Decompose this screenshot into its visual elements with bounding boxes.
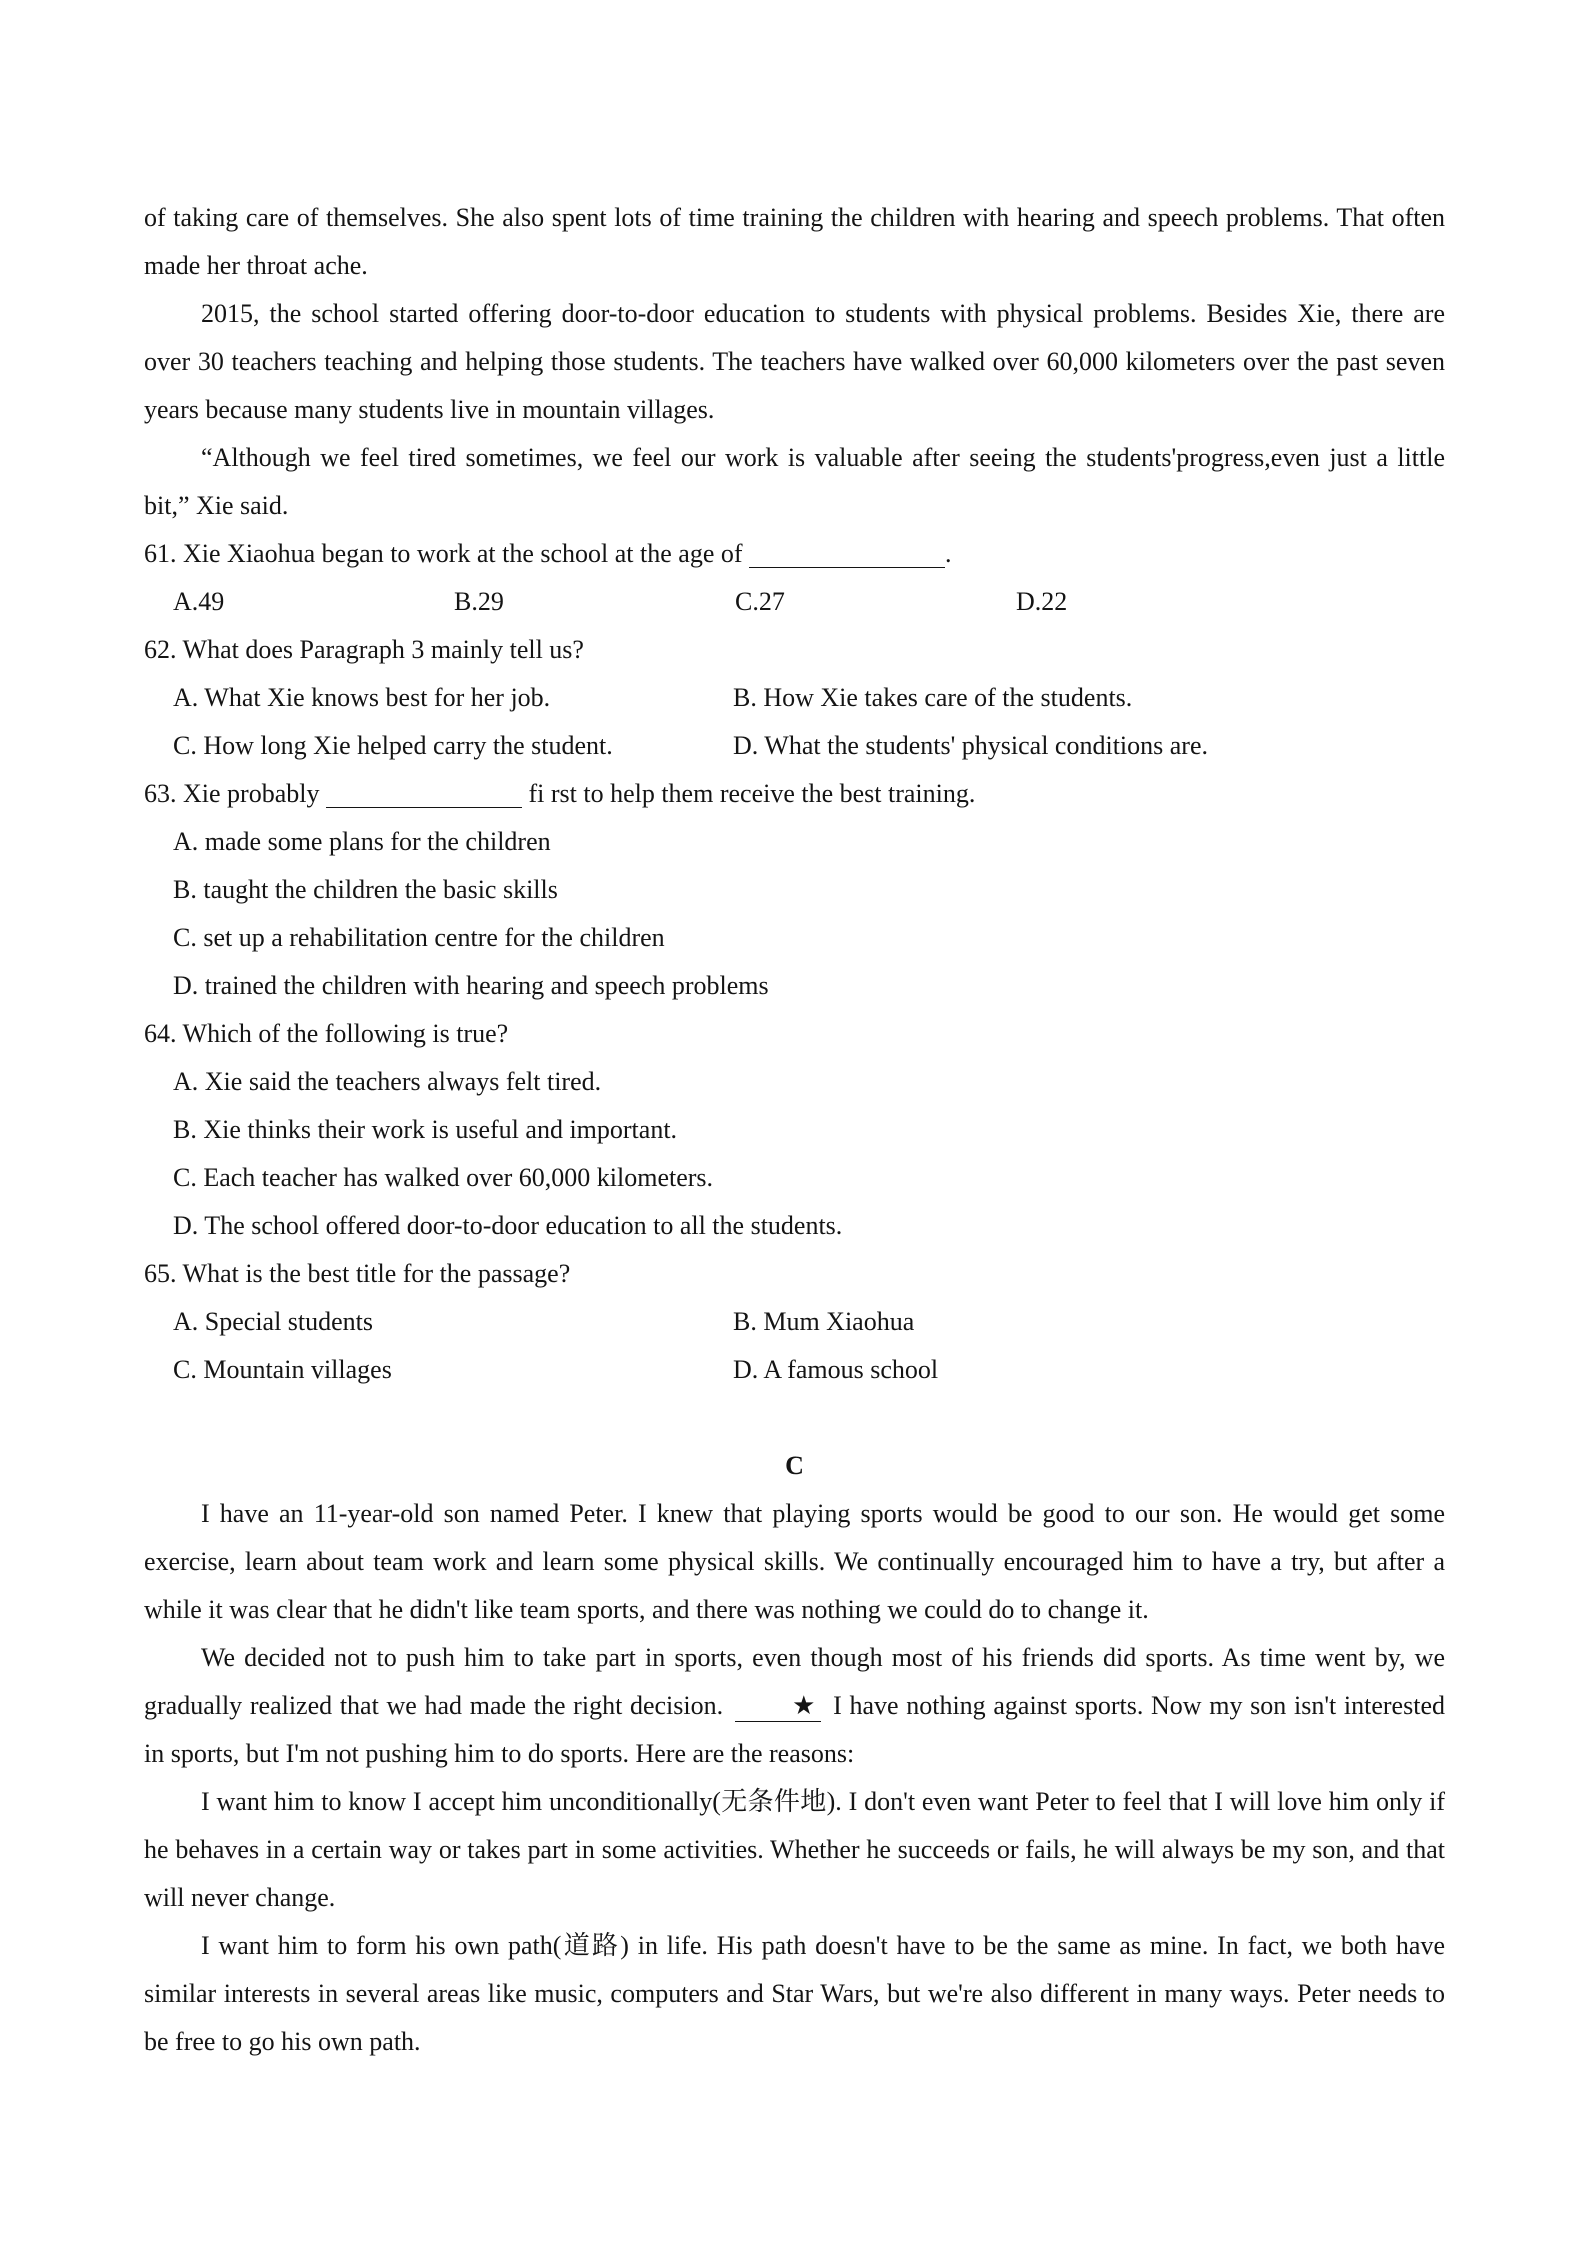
question-65: 65. What is the best title for the passage? — [144, 1259, 571, 1288]
option-a: A.49 — [173, 587, 225, 616]
question-text: 61. Xie Xiaohua began to work at the school at the age of — [144, 539, 750, 568]
question-64: 64. Which of the following is true? — [144, 1019, 509, 1048]
passage-c-paragraph: I want him to form his own path(道路) in life. His path doesn't have to be the same as mine. In fact, we both have similar interests in several areas like music, computers and Star Wars, but we're also different in many ways. Peter needs to be free to go his own path. — [144, 1931, 1445, 2056]
section-heading: C — [785, 1451, 804, 1480]
answer-blank — [326, 777, 522, 808]
option-c: C. How long Xie helped carry the student. — [173, 731, 613, 760]
option-d: D. What the students' physical conditions are. — [733, 731, 1208, 760]
question-text: 63. Xie probably — [144, 779, 326, 808]
passage-c-paragraph: I have an 11-year-old son named Peter. I knew that playing sports would be good to our son. He would get some exercise, learn about team work and learn some physical skills. We continually encouraged him to have a try, but after a while it was clear that he didn't like team sports, and there was nothing we could do to change it. — [144, 1499, 1445, 1624]
option-a: A. made some plans for the children — [173, 827, 551, 856]
option-d: D. A famous school — [733, 1355, 939, 1384]
answer-blank — [749, 537, 945, 568]
option-b: B. How Xie takes care of the students. — [733, 683, 1133, 712]
option-d: D. trained the children with hearing and speech problems — [173, 971, 769, 1000]
options-65 — [144, 1346, 1445, 1394]
star-blank: ★ — [735, 1691, 821, 1722]
question-text: . — [945, 539, 952, 568]
options-65 — [144, 1298, 1445, 1346]
option-c: C. set up a rehabilitation centre for the children — [173, 923, 665, 952]
passage-b-paragraph: 2015, the school started offering door-to-door education to students with physical problems. Besides Xie, there are over 30 teachers teaching and helping those students. The teachers have walked over 60,000 kilometers over the past seven years because many students live in mountain villages. — [144, 299, 1445, 424]
options-62 — [144, 674, 1445, 722]
passage-b-paragraph: “Although we feel tired sometimes, we feel our work is valuable after seeing the students'progress,even just a little bit,” Xie said. — [144, 443, 1445, 520]
option-c: C. Each teacher has walked over 60,000 kilometers. — [173, 1163, 714, 1192]
passage-b-paragraph: of taking care of themselves. She also spent lots of time training the children with hearing and speech problems. That often made her throat ache. — [144, 203, 1445, 280]
paragraph-text: I have nothing against sports. Now my son isn't interested in sports, but I'm not pushing him to do sports. Here are the reasons: — [144, 1691, 1445, 1768]
option-c: C. Mountain villages — [173, 1355, 392, 1384]
document-body — [144, 194, 1445, 2066]
option-b: B.29 — [454, 587, 504, 616]
question-61 — [144, 530, 1445, 578]
options-62 — [144, 722, 1445, 770]
passage-c-paragraph: I want him to know I accept him unconditionally(无条件地). I don't even want Peter to feel that I will love him only if he behaves in a certain way or takes part in some activities. Whether he succeeds or fails, he will always be my son, and that will never change. — [144, 1787, 1445, 1912]
option-b: B. taught the children the basic skills — [173, 875, 558, 904]
question-63 — [144, 770, 1445, 818]
option-b: B. Mum Xiaohua — [733, 1307, 915, 1336]
option-d: D. The school offered door-to-door education to all the students. — [173, 1211, 843, 1240]
options-61 — [144, 578, 1445, 626]
option-a: A. Special students — [173, 1307, 374, 1336]
question-text: fi rst to help them receive the best training. — [521, 779, 976, 808]
question-62: 62. What does Paragraph 3 mainly tell us? — [144, 635, 584, 664]
passage-c-paragraph — [144, 1634, 1445, 1778]
option-b: B. Xie thinks their work is useful and important. — [173, 1115, 678, 1144]
paragraph-text: We decided not to push him to take part in sports, even though most of his friends did sports. As time went by, we gradually realized that we had made the right decision. — [144, 1643, 1445, 1720]
option-c: C.27 — [735, 587, 785, 616]
option-a: A. What Xie knows best for her job. — [173, 683, 551, 712]
option-d: D.22 — [1016, 587, 1068, 616]
option-a: A. Xie said the teachers always felt tired. — [173, 1067, 602, 1096]
